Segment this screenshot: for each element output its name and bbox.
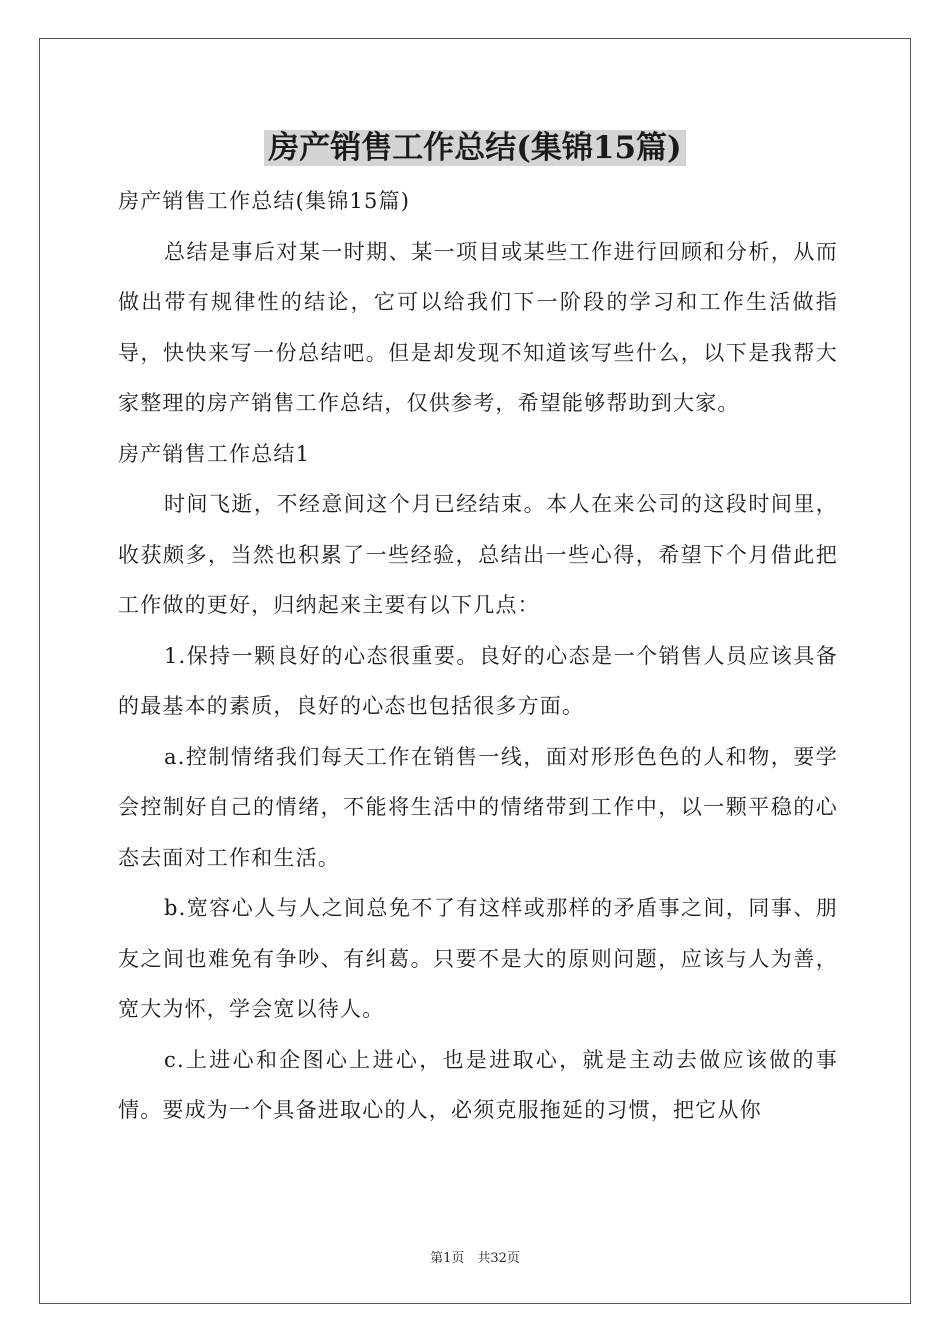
page-number: 第1页 共32页 bbox=[430, 1251, 520, 1266]
body-paragraph: 1.保持一颗良好的心态很重要。良好的心态是一个销售人员应该具备的最基本的素质，良好的心态也包括很多方面。 bbox=[118, 643, 838, 718]
document-body bbox=[118, 176, 838, 1136]
section-heading: 房产销售工作总结1 bbox=[118, 441, 311, 466]
body-paragraph: 时间飞逝，不经意间这个月已经结束。本人在来公司的这段时间里，收获颇多，当然也积累了一些经验，总结出一些心得，希望下个月借此把工作做的更好，归纳起来主要有以下几点： bbox=[118, 492, 838, 617]
body-paragraph: a.控制情绪我们每天工作在销售一线，面对形形色色的人和物，要学会控制好自己的情绪，不能将生活中的情绪带到工作中，以一颗平稳的心态去面对工作和生活。 bbox=[118, 744, 838, 870]
body-paragraph: b.宽容心人与人之间总免不了有这样或那样的矛盾事之间，同事、朋友之间也难免有争吵、有纠葛。只要不是大的原则问题，应该与人为善，宽大为怀，学会宽以待人。 bbox=[118, 896, 838, 1021]
document-title-text: 房产销售工作总结(集锦15篇) bbox=[264, 130, 685, 166]
document-title bbox=[0, 127, 950, 169]
document-subtitle: 房产销售工作总结(集锦15篇) bbox=[118, 189, 411, 213]
page-footer bbox=[0, 1247, 950, 1266]
body-paragraph: c.上进心和企图心上进心，也是进取心，就是主动去做应该做的事情。要成为一个具备进取心的人，必须克服拖延的习惯，把它从你 bbox=[118, 1047, 838, 1122]
body-paragraph: 总结是事后对某一时期、某一项目或某些工作进行回顾和分析，从而做出带有规律性的结论，它可以给我们下一阶段的学习和工作生活做指导，快快来写一份总结吧。但是却发现不知道该写些什么，以下是我帮大家整理的房产销售工作总结，仅供参考，希望能够帮助到大家。 bbox=[118, 239, 838, 415]
